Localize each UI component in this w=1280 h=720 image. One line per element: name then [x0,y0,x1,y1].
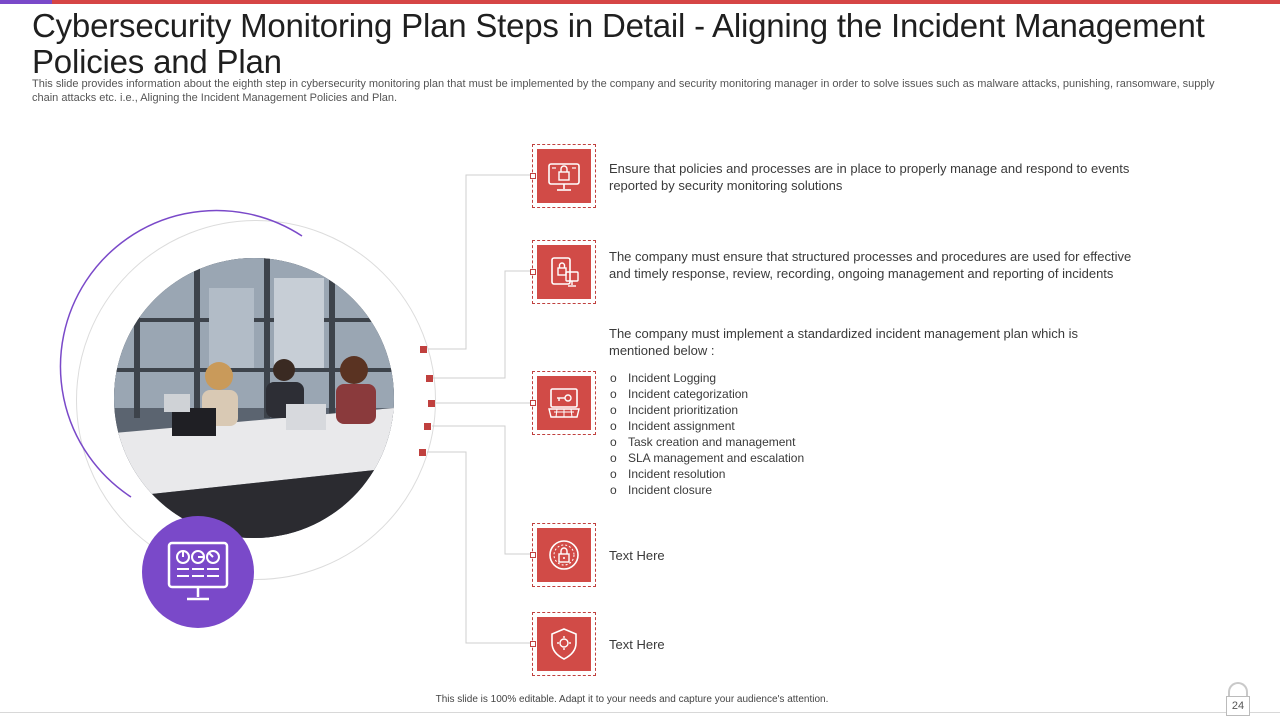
list-item-label: Task creation and management [628,435,796,449]
slide-subtitle: This slide provides information about the eighth step in cybersecurity monitoring plan that must be implemented by the company and security monitoring manager in order to solve issues such as malware attacks, punishing, ransomware, supply chain attacks etc. i.e., Aligning the Incident Management Policies and Plan. [32,78,1215,104]
list-item-label: Incident prioritization [628,403,739,417]
step-5-text: Text Here [609,637,665,652]
monitor-lock-icon [544,156,584,196]
connector-port [530,641,536,647]
connector-port [530,552,536,558]
step-3-text: The company must implement a standardized incident management plan which is mentioned below : [609,326,1078,358]
bullet-marker: o [610,435,617,449]
list-item-label: Incident assignment [628,419,735,433]
shield-gear-icon [544,624,584,664]
footer-divider [0,712,1280,713]
top-accent-purple [0,0,52,4]
footer-note: This slide is 100% editable. Adapt it to your needs and capture your audience's attention. [435,694,829,705]
connector-port [530,269,536,275]
slide-title: Cybersecurity Monitoring Plan Steps in Detail - Aligning the Incident Management Policies and Plan [32,7,1205,80]
device-lock-icon [544,252,584,292]
list-item [610,450,1010,466]
connector-port [530,173,536,179]
list-item [610,482,1010,498]
meeting-photo [114,258,394,538]
step-3-icon-box [532,371,596,435]
connector-dot [424,423,431,430]
list-item-label: Incident resolution [628,467,726,481]
bullet-marker: o [610,467,617,481]
list-item [610,402,1010,418]
incident-plan-list [610,370,1010,498]
laptop-key-icon [544,383,584,423]
bullet-marker: o [610,419,617,433]
step-2-icon-box [532,240,596,304]
step-4-text: Text Here [609,548,665,563]
bullet-marker: o [610,403,617,417]
dashboard-monitor-icon [163,537,233,607]
list-item-label: SLA management and escalation [628,451,805,465]
padlock-circle-icon [544,535,584,575]
list-item-label: Incident Logging [628,371,717,385]
bullet-marker: o [610,371,617,385]
step-5-icon-box [532,612,596,676]
connector-dot [419,449,426,456]
step-4-icon-box [532,523,596,587]
bullet-marker: o [610,387,617,401]
top-accent-red [52,0,1280,4]
connector-dot [420,346,427,353]
connector-port [530,400,536,406]
list-item [610,370,1010,386]
bullet-marker: o [610,483,617,497]
step-1-text: Ensure that policies and processes are in place to properly manage and respond to events reported by security monitoring solutions [609,161,1130,193]
connector-dot [428,400,435,407]
bullet-marker: o [610,451,617,465]
step-1-icon-box [532,144,596,208]
list-item [610,418,1010,434]
step-2-text: The company must ensure that structured processes and procedures are used for effective and timely response, review, recording, ongoing management and reporting of incidents [609,249,1132,281]
list-item-label: Incident closure [628,483,713,497]
connector-dot [426,375,433,382]
list-item-label: Incident categorization [628,387,749,401]
list-item [610,434,1010,450]
list-item [610,466,1010,482]
dashboard-badge [142,516,254,628]
list-item [610,386,1010,402]
page-number: 24 [1226,696,1250,716]
